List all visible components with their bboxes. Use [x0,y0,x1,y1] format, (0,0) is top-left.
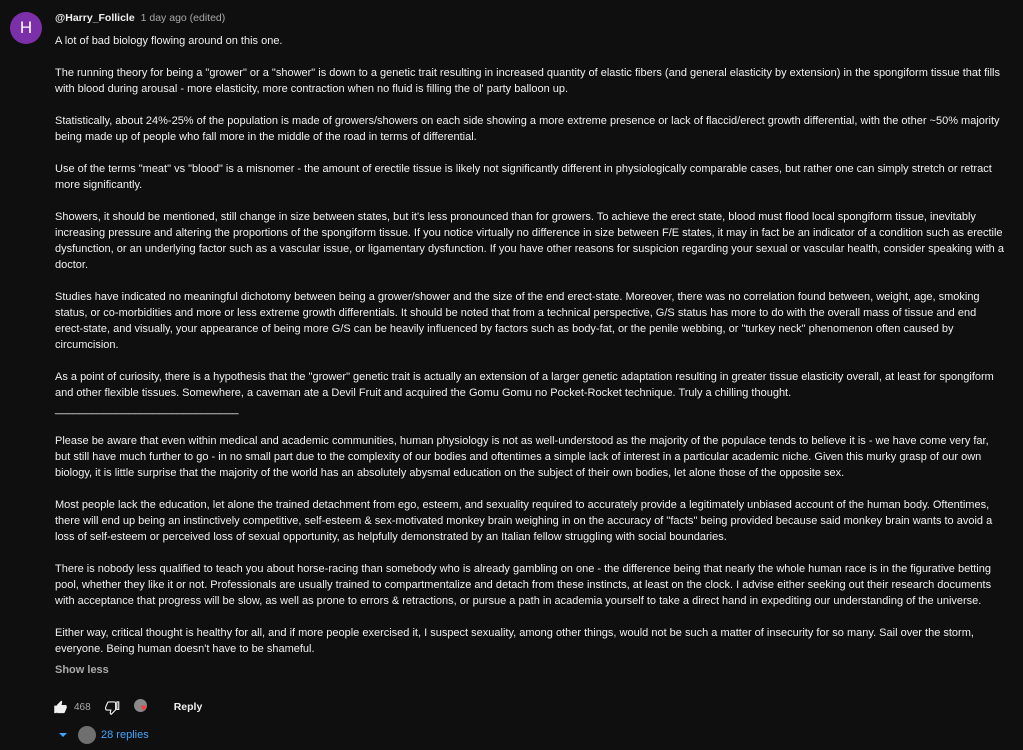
creator-heart-icon [134,697,154,717]
comment-time[interactable]: 1 day ago (edited) [140,12,226,24]
paragraph: Either way, critical thought is healthy for all, and if more people exercised it, I suspect sexuality, among other things, would not be such a matter of insecurity for so many. Sail over the storm, everyone. Being human doesn't have to be shameful. [55,627,974,655]
caret-down-icon [58,730,68,740]
reply-author-avatar [78,726,96,744]
paragraph: Use of the terms "meat" vs "blood" is a misnomer - the amount of erectile tissue is likely not significantly different in physiologically comparable cases, but rather one can simply stretch or retract more significantly. [55,163,992,191]
paragraph: There is nobody less qualified to teach you about horse-racing than somebody who is already gambling on one - the difference being that nearly the whole human race is in the figurative betting pool, whether they like it or not. Professionals are usually trained to compartmentalize and detach from these instincts, at least on the clock. I advise either seeking out their research documents with acceptance that progress will be slow, as well as prone to errors & retractions, or pursue a path in academia yourself to take a direct hand in expediting our understanding of the universe. [55,563,992,607]
paragraph: As a point of curiosity, there is a hypothesis that the "grower" genetic trait is actually an extension of a larger genetic adaptation resulting in greater tissue elasticity overall, at least for spongiform and other flexible tissues. Somewhere, a caveman ate a Devil Fruit and acquired the Gomu Gomu no Pocket-Rocket technique. Truly a chilling thought. [55,371,994,399]
paragraph: Studies have indicated no meaningful dichotomy between being a grower/shower and the size of the end erect-state. Moreover, there was no correlation found between, weight, age, smoking status, or co-morbidities and more or less extreme growth differentials. It should be noted that from a technical perspective, G/S status has more to do with the overall mass of tissue and end erect-state, and visually, your appearance of being more G/S can be heavily influenced by factors such as body-fat, or the penile webbing, or "turkey neck" phenomenon often caused by circumcision. [55,291,980,351]
avatar[interactable]: H [10,12,42,44]
paragraph: The running theory for being a "grower" or a "shower" is down to a genetic trait resulting in increased quantity of elastic fibers (and general elasticity by extension) in the spongiform tissue that fills with blood during arousal - more elasticity, more contraction when no fluid is filling the ol' party balloon up. [55,67,1000,95]
paragraph: Statistically, about 24%-25% of the population is made of growers/showers on each side showing a more extreme presence or lack of flaccid/erect growth differential, with the other ~50% majority being made up of people who fall more in the middle of the road in terms of differential. [55,115,1000,143]
thumbs-down-icon [105,700,120,715]
paragraph: A lot of bad biology flowing around on this one. [55,35,283,47]
comment-body [55,11,1005,678]
comment-text [55,33,1005,657]
show-less-button[interactable]: Show less [55,664,109,676]
reply-button[interactable]: Reply [173,701,203,713]
comment-actions [53,696,202,718]
paragraph: Most people lack the education, let alone the trained detachment from ego, esteem, and sexuality required to accurately provide a legitimately unbiased account of the human body. Oftentimes, there will end up being an instinctively competitive, self-esteem & sex-motivated monkey brain weighing in on the accuracy of "facts" being provided because said monkey brain wants to avoid a loss of self-esteem or perceived loss of sexual opportunity, as helpfully demonstrated by an Italian fellow struggling with social boundaries. [55,499,993,543]
replies-count: 28 replies [101,729,149,741]
paragraph: Showers, it should be mentioned, still change in size between states, but it's less pronounced than for growers. To achieve the erect state, blood must flood local spongiform tissue, inevitably increasing pressure and altering the proportions of the spongiform tissue. If you notice virtually no difference in size between F/E states, it may in fact be an indicator of a condition such as erectile dysfunction, or an underlying factor such as a vascular issue, or ligamentary dysfunction. If you have other reasons for suspicion regarding your sexual or vascular health, consider speaking with a doctor. [55,211,1004,271]
thumbs-up-icon [53,700,68,715]
heart-icon: ♥ [140,703,147,714]
author-name[interactable]: @Harry_Follicle [55,12,135,24]
separator-line: ______________________________ [55,403,239,415]
dislike-button[interactable] [105,700,120,715]
like-button[interactable] [53,700,68,715]
like-count: 468 [74,701,91,713]
paragraph: Please be aware that even within medical and academic communities, human physiology is not as well-understood as the majority of the populace tends to believe it is - we have come very far, but still have much further to go - in no small part due to the complexity of our bodies and oftentimes a simple lack of interest in a particular academic niche. Given this murky grasp of our own biology, it is little surprise that the majority of the world has an absolutely abysmal education on the subject of their own bodies, let alone those of the opposite sex. [55,435,989,479]
comment-header [55,11,1005,25]
view-replies-button[interactable] [58,726,149,744]
